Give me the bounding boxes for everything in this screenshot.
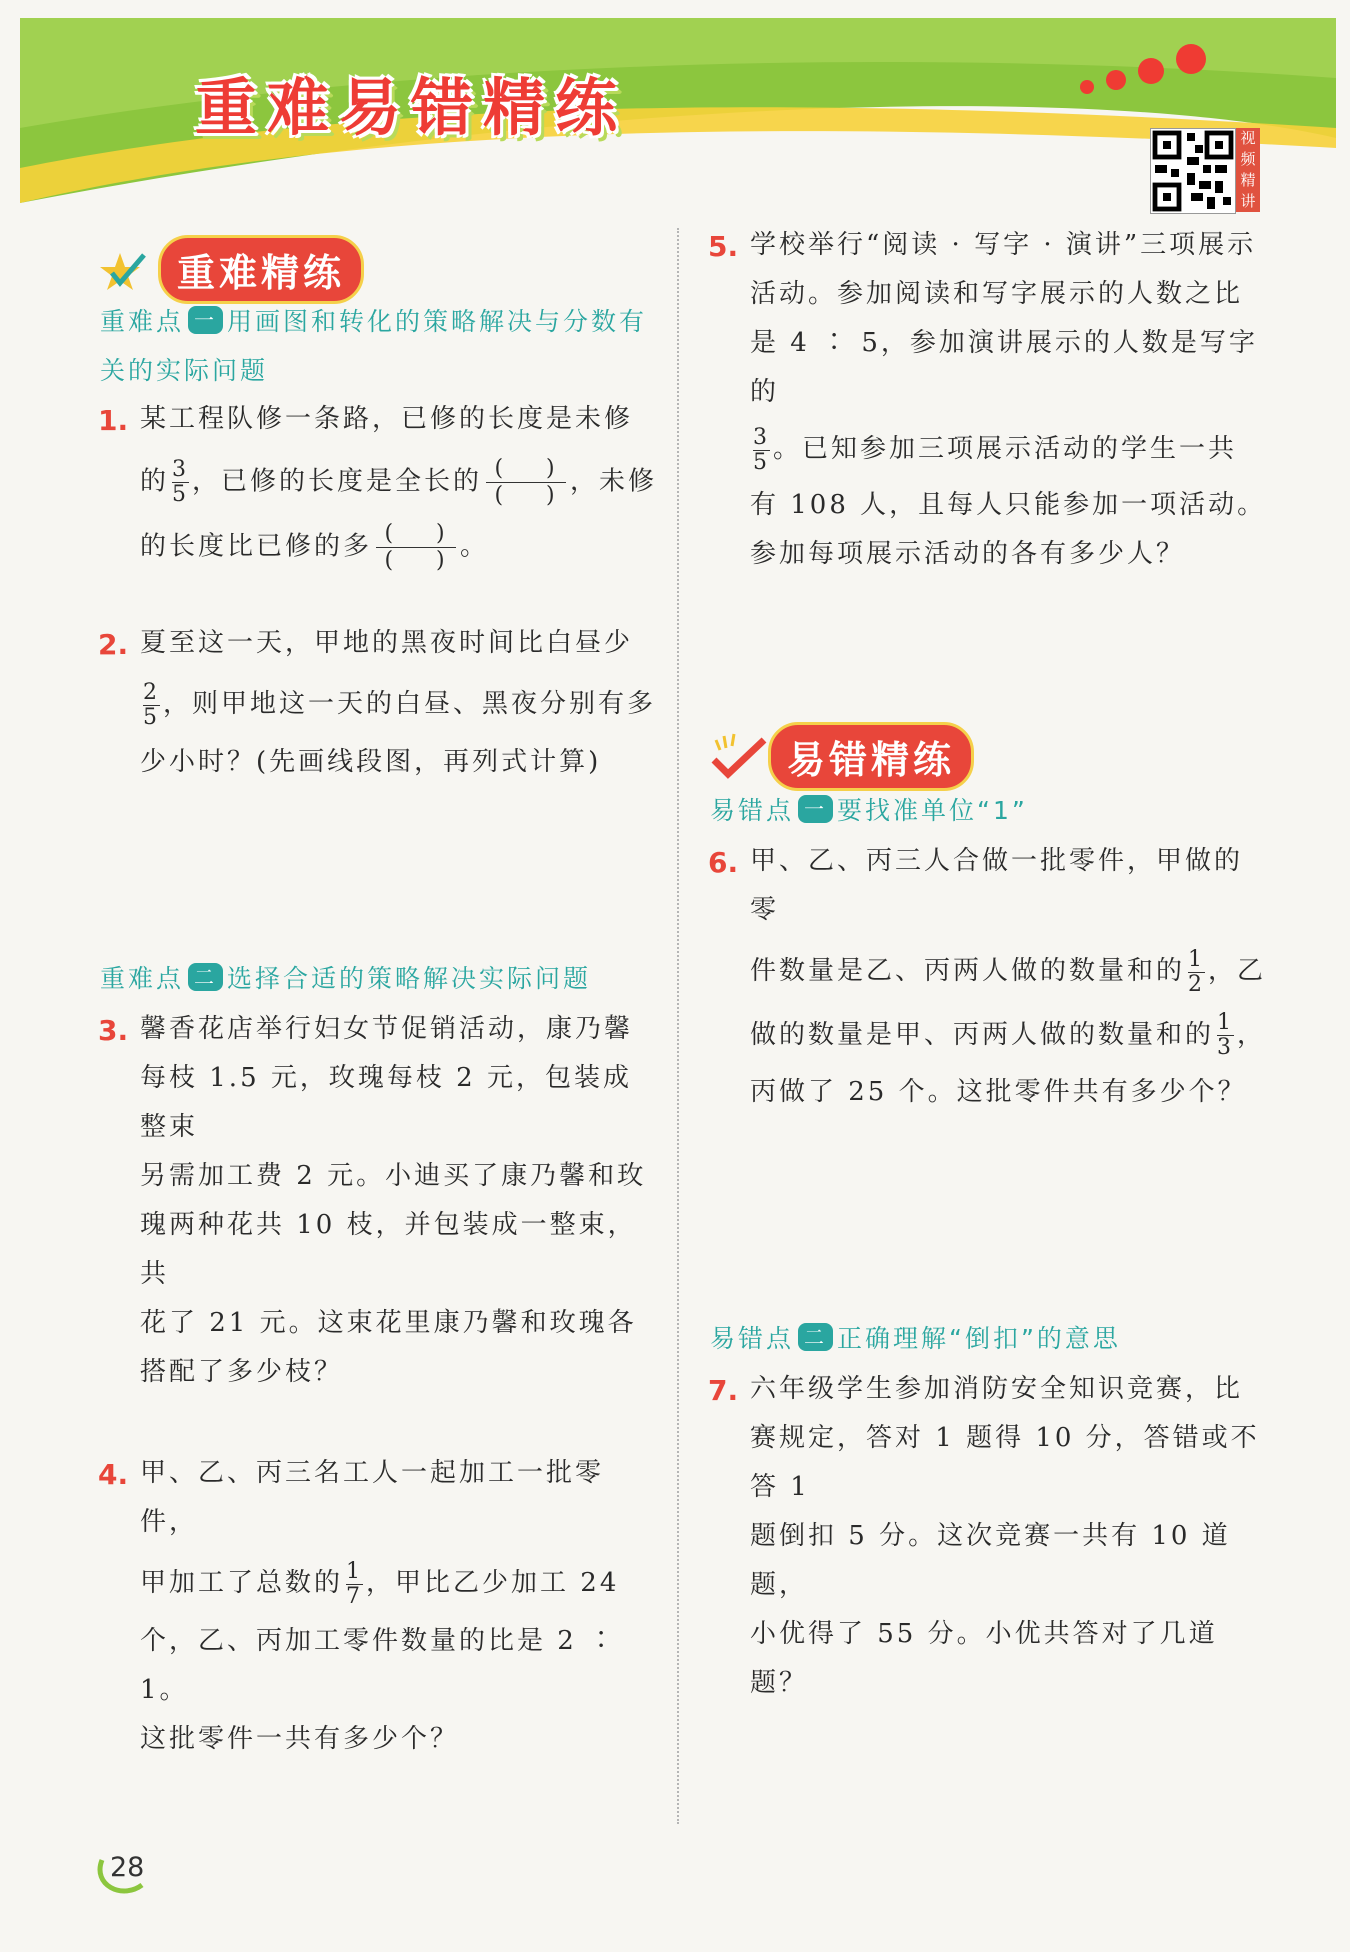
- question-number: 7.: [708, 1374, 739, 1407]
- numerator: 1: [346, 1558, 364, 1584]
- question-number: 3.: [98, 1014, 129, 1047]
- question-text: 小优得了 55 分。小优共答对了几道题？: [750, 1619, 1218, 1698]
- denominator: 2: [1188, 971, 1206, 997]
- question-number: 1.: [98, 404, 129, 437]
- denominator: 7: [346, 1583, 364, 1609]
- denominator: 3: [1217, 1035, 1235, 1060]
- section-title: 易错精练: [768, 722, 974, 791]
- fraction: [172, 458, 189, 507]
- question-text: 搭配了多少枝？: [140, 1357, 344, 1387]
- question-line: [140, 680, 660, 730]
- numerator: 1: [1217, 1010, 1235, 1035]
- decor-dot: [1138, 58, 1164, 84]
- section-header-key-points: [100, 235, 364, 304]
- question-text: 花了 21 元。这束花里康乃馨和玫瑰各: [140, 1308, 637, 1338]
- question-text: ，甲比乙少加工 24: [366, 1568, 620, 1598]
- question-4: [140, 1449, 660, 1764]
- topic-text: 用画图和转化的策略解决与分数有关的实际问题: [100, 307, 648, 385]
- question-text: 是 4 ∶ 5，参加演讲展示的人数是写字的: [750, 328, 1258, 407]
- numerator: 3: [753, 424, 770, 450]
- decor-dot: [1106, 70, 1126, 90]
- denominator: 5: [753, 449, 770, 475]
- question-number: 6.: [708, 846, 739, 879]
- fraction: [143, 681, 160, 730]
- topic-heading: [710, 1314, 1270, 1363]
- topic-text: 要找准单位“1”: [837, 796, 1028, 825]
- question-line: [750, 947, 1270, 997]
- question-text: 甲、乙、丙三名工人一起加工一批零件，: [140, 1458, 605, 1537]
- question-text: 瑰两种花共 10 枝，并包装成一整束，共: [140, 1210, 637, 1289]
- topic-prefix: 重难点: [100, 307, 185, 336]
- question-text: 这批零件一共有多少个？: [140, 1723, 460, 1754]
- question-text: 六年级学生参加消防安全知识竞赛，比: [750, 1374, 1244, 1404]
- page-number: 28: [110, 1852, 145, 1883]
- topic-prefix: 重难点: [100, 964, 185, 993]
- topic-badge: 二: [188, 963, 223, 991]
- question-5: [750, 221, 1270, 579]
- question-text: ，已修的长度是全长的: [192, 466, 483, 497]
- question-text: ，则甲地这一天的白昼、黑夜分别有多: [163, 689, 657, 719]
- topic-text: 正确理解“倒扣”的意思: [837, 1324, 1121, 1353]
- question-text: 甲、乙、丙三人合做一批零件，甲做的零: [750, 846, 1244, 925]
- denominator: 5: [172, 482, 190, 507]
- question-text: ，未修: [570, 466, 658, 497]
- question-line: [750, 425, 1270, 475]
- topic-heading: [710, 786, 1270, 835]
- question-text: 每枝 1.5 元，玫瑰每枝 2 元，包装成整束: [140, 1063, 632, 1142]
- question-text: 少小时？(先画线段图，再列式计算): [140, 746, 602, 777]
- numerator: 2: [143, 679, 160, 705]
- numerator: 3: [172, 457, 190, 482]
- video-label[interactable]: 视频精讲: [1236, 128, 1260, 212]
- answer-blank[interactable]: ( ) ( ): [486, 456, 566, 509]
- fraction: [1217, 1011, 1234, 1060]
- question-line: [140, 521, 660, 574]
- question-text: 活动。参加阅读和写字展示的人数之比: [750, 279, 1244, 309]
- question-text: 馨香花店举行妇女节促销活动，康乃馨: [140, 1014, 634, 1044]
- decor-dot: [1176, 44, 1206, 74]
- topic-prefix: 易错点: [710, 1324, 795, 1353]
- denominator: 5: [143, 704, 160, 730]
- question-line: [140, 456, 660, 509]
- question-text: 件数量是乙、丙两人做的数量和的: [750, 956, 1186, 986]
- question-text: 学校举行“阅读 · 写字 · 演讲”三项展示: [750, 230, 1257, 260]
- question-line: [140, 1559, 660, 1609]
- topic-heading: [100, 954, 660, 1003]
- section-title: 重难精练: [158, 235, 364, 304]
- question-text: 夏至这一天，甲地的黑夜时间比白昼少: [140, 628, 634, 658]
- topic-prefix: 易错点: [710, 796, 795, 825]
- question-6: [750, 837, 1270, 1117]
- column-divider: [677, 228, 679, 1824]
- numerator: 1: [1188, 946, 1206, 972]
- fraction: [753, 426, 770, 475]
- question-line: [750, 1011, 1270, 1061]
- question-text: 题倒扣 5 分。这次竞赛一共有 10 道题，: [750, 1521, 1231, 1600]
- check-mark-icon: [710, 732, 768, 782]
- question-text: 。: [460, 531, 490, 562]
- question-number: 5.: [708, 230, 739, 263]
- question-text: 做的数量是甲、丙两人做的数量和的: [750, 1019, 1215, 1050]
- star-check-icon: [100, 245, 158, 295]
- decor-dot: [1080, 80, 1094, 94]
- question-2: [140, 619, 660, 787]
- question-text: 个，乙、丙加工零件数量的比是 2 ∶ 1。: [140, 1625, 618, 1705]
- question-text: ，: [1237, 1019, 1267, 1050]
- qr-code-icon[interactable]: [1150, 128, 1236, 214]
- topic-text: 选择合适的策略解决实际问题: [227, 964, 592, 993]
- topic-badge: 一: [798, 795, 833, 823]
- page-title: 重难易错精练: [195, 71, 628, 144]
- question-text: 的长度比已修的多: [140, 531, 373, 562]
- question-number: 2.: [98, 628, 129, 661]
- question-7: [750, 1365, 1270, 1708]
- question-text: 丙做了 25 个。这批零件共有多少个？: [750, 1077, 1247, 1107]
- question-text: 参加每项展示活动的各有多少人？: [750, 538, 1186, 569]
- section-header-common-errors: [710, 722, 974, 791]
- topic-badge: 二: [798, 1323, 833, 1351]
- fraction: [1188, 948, 1205, 997]
- topic-heading: [100, 297, 660, 395]
- question-text: 。已知参加三项展示活动的学生一共: [773, 434, 1238, 464]
- question-text: ，乙: [1208, 956, 1267, 986]
- question-3: [140, 1005, 660, 1397]
- question-text: 甲加工了总数的: [140, 1568, 344, 1598]
- question-1: [140, 395, 660, 574]
- question-text: 另需加工费 2 元。小迪买了康乃馨和玫: [140, 1161, 647, 1191]
- question-text: 赛规定，答对 1 题得 10 分，答错或不答 1: [750, 1423, 1260, 1502]
- question-text: 某工程队修一条路，已修的长度是未修: [140, 404, 634, 434]
- fraction: [346, 1560, 363, 1609]
- topic-badge: 一: [188, 306, 223, 334]
- question-number: 4.: [98, 1458, 129, 1491]
- answer-blank[interactable]: ( ) ( ): [376, 521, 456, 574]
- question-text: 的: [140, 466, 170, 497]
- question-text: 有 108 人，且每人只能参加一项活动。: [750, 489, 1267, 520]
